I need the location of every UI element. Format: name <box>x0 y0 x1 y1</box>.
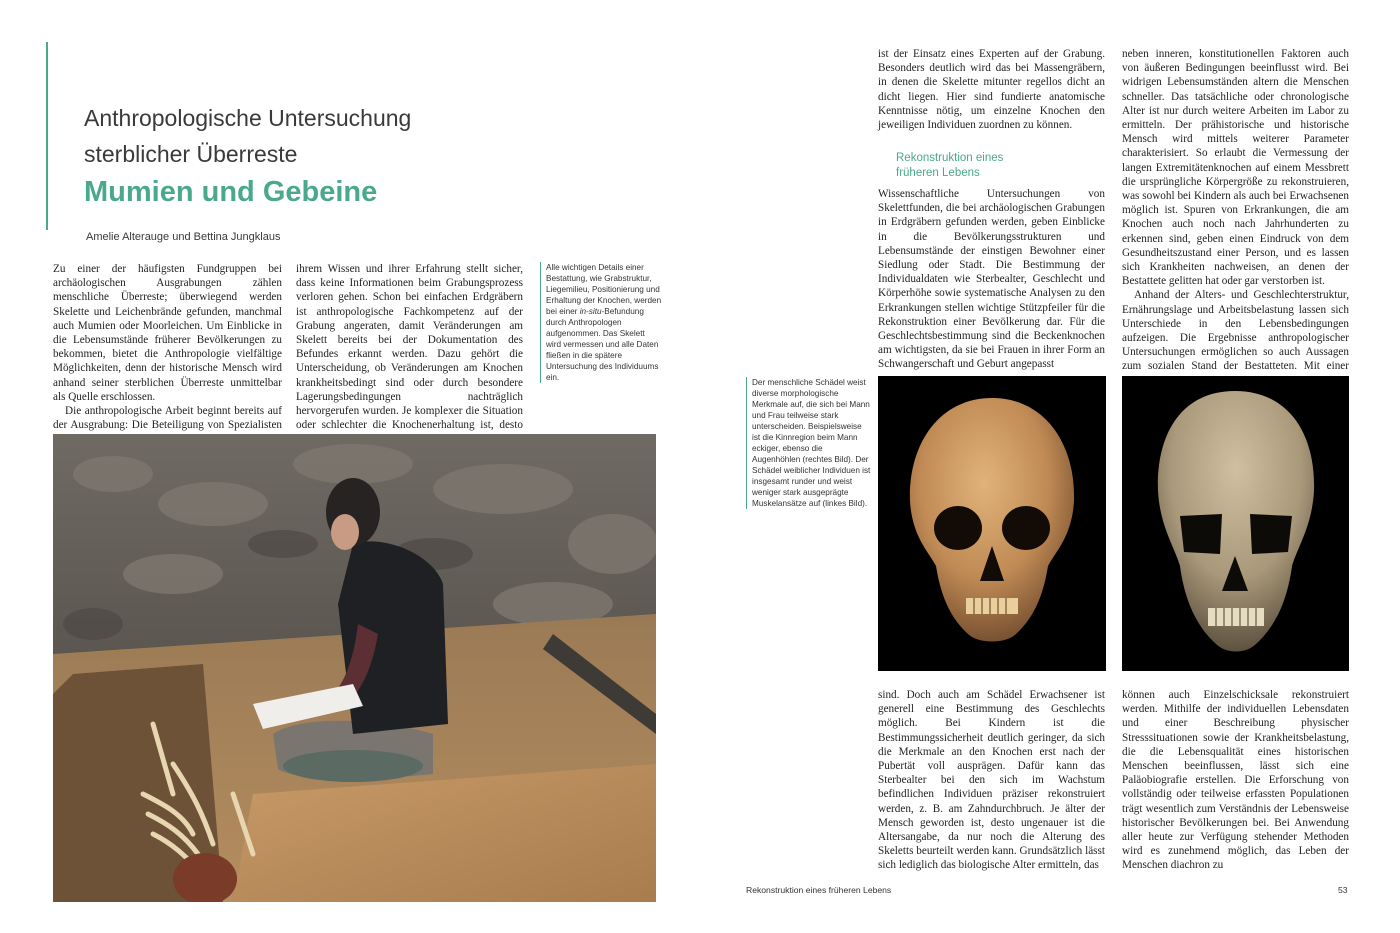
text-column-1 <box>53 262 282 447</box>
paragraph: Wissenschaftliche Untersuchungen von Skelettfunden, die bei archäologischen Grabungen in Erdgräbern gefunden werden, geben Einblicke in die Bevölkerungsstrukturen und Lebensumstände der einstigen Bewohner einer Siedlung oder Stadt. Die Bestimmung der Individualdaten wie Sterbealter, Geschlecht und Körperhöhe sowie systematische Analysen zu den Erkrankungen stellen wichtige Stützpfeiler für die Rekonstruktion einer Bevölkerung dar. Für die Geschlechtsbestimmung sind die Beckenknochen am wichtigsten, da sie bei Frauen in ihrer Form an Schwangerschaft und Geburt angepasst <box>878 188 1105 371</box>
paragraph: Anhand der Alters- und Geschlechterstruktur, Ernährungslage und Arbeitsbelastung lassen sich Unterschiede in den Lebensbedingungen aufzeigen. Die Ergebnisse anthropologischer Untersuchungen ermöglichen so auch Aussagen zum sozialen Stand der Bestatteten. Mit einer <box>1122 289 1349 373</box>
caption-italic-term: in-situ <box>579 307 602 316</box>
caption-text: -Befundung durch Anthropologen aufgenommen. Das Skelett wird vermessen und alle Daten fließen in die spätere Untersuchung des Individuums ein. <box>546 307 659 382</box>
male-skull-photo <box>1122 376 1349 671</box>
text-column-3-top <box>878 47 1105 132</box>
paragraph: sind. Doch auch am Schädel Erwachsener ist generell eine Bestimmung des Geschlechts möglich. Bei Kindern ist die Bestimmungssicherheit deutlich geringer, da sich die Merkmale an den Knochen erst nach der Pubertät voll ausprägen. Dafür kann das Sterbealter bei den sich im Wachstum befindlichen Individuen präziser rekonstruiert werden, z. B. am Zahndurchbruch. Je älter der Mensch geworden ist, desto ungenauer ist die Altersangabe, da nur noch die Alterung des Skeletts beurteilt werden kann. Grundsätzlich lässt sich lediglich das biologische Alter ermitteln, das <box>878 689 1105 872</box>
article-kicker: Anthropologische Untersuchung sterblicher Überreste <box>84 105 412 167</box>
text-column-4-top <box>1122 47 1349 388</box>
excavation-caption <box>540 262 662 383</box>
paragraph: ist der Einsatz eines Experten auf der Grabung. Besonders deutlich wird das bei Massengräbern, in denen die Skelette mitunter regellos dicht an dicht liegen. Hier sind fundierte anatomische Kenntnisse nötig, um einzelne Knochen den jeweiligen Individuen zuordnen zu können. <box>878 48 1105 132</box>
section-subheading: Rekonstruktion eines früheren Lebens <box>896 152 1004 179</box>
paragraph: ihrem Wissen und ihrer Erfahrung stellt sicher, dass keine Informationen beim Grabungsprozess verloren gehen. Schon bei einfachen Erdgräbern ist anthropologische Fachkompetenz auf der Grabung angeraten, damit Veränderungen am Skelett bereits bei der Dokumentation des Befundes erkannt werden. Dazu gehört die Unterscheidung, ob Veränderungen am Knochen krankheitsbedingt sind oder durch besondere Lagerungsbedingungen nachträglich hervorgerufen wurden. Je komplexer die Situation oder schlechter die Knochenerhaltung ist, desto <box>296 263 523 432</box>
paragraph: können auch Einzelschicksale rekonstruiert werden. Mithilfe der individuellen Lebensdaten und einer Beschreibung physischer Stresssituationen sowie der Krankheitsbelastung, die die Lebensqualität eines historischen Menschen beeinflussen, lässt sich eine Paläobiografie erstellen. Die Erforschung von vollständig oder teilweise erfassten Populationen trägt wesentlich zum Verständnis der Lebensweise historischer Bevölkerungen bei. Bei Anwendung aller heute zur Verfügung stehender Methoden wird es zunehmend möglich, das Leben der Menschen diachron zu <box>1122 689 1349 872</box>
caption-text: Alle wichtigen Details einer Bestattung, wie Grabstruktur, Liegemilieu, Positionierung und Erhaltung der Knochen, werden bei einer <box>546 263 662 316</box>
article-title: Mumien und Gebeine <box>84 176 378 208</box>
paragraph: Die anthropologische Arbeit beginnt bereits auf der Ausgrabung: Die Beteiligung von Spezialisten <box>53 405 282 432</box>
article-authors: Amelie Alterauge und Bettina Jungklaus <box>86 231 281 243</box>
running-footer: Rekonstruktion eines früheren Lebens <box>746 885 892 895</box>
female-skull-photo <box>878 376 1106 671</box>
text-column-3-middle <box>878 187 1105 372</box>
skull-caption: Der menschliche Schädel weist diverse morphologische Merkmale auf, die sich bei Mann und Frau teilweise stark unterscheiden. Beispielsweise ist die Kinnregion beim Mann eckiger, ebenso die Augenhöhlen (rechtes Bild). Der Schädel weiblicher Individuen ist insgesamt runder und weist weniger stark ausgeprägte Muskelansätze auf (linkes Bild). <box>746 377 872 509</box>
paragraph: neben inneren, konstitutionellen Faktoren auch von äußeren Bedingungen beeinflusst wird. Bei widrigen Lebensumständen altern die Menschen schneller. Das tatsächliche oder chronologische Alter ist nur durch weitere Arbeiten im Labor zu ermitteln. Der prähistorische und historische Mensch wird mittels weiterer Parameter charakterisiert. So erlaubt die Vermessung der langen Extremitätenknochen auf einem Messbrett die ursprüngliche Körpergröße zu rekonstruieren, was sowohl bei Kindern als auch bei Erwachsenen möglich ist. Spuren von Erkrankungen, die am Knochen auch noch nach Jahrhunderten zu erkennen sind, geben einen Eindruck von dem Gesundheitszustand einer Person, und es lassen sich Krankheiten nachweisen, an denen der Bestattete gelitten hat oder gar verstorben ist. <box>1122 48 1349 288</box>
page-number: 53 <box>1338 885 1348 895</box>
text-column-4-bottom <box>1122 688 1349 873</box>
text-column-3-bottom <box>878 688 1105 873</box>
text-column-2 <box>296 262 523 447</box>
excavation-photo <box>53 434 656 902</box>
paragraph: Zu einer der häufigsten Fundgruppen bei archäologischen Ausgrabungen zählen menschliche Überreste; überwiegend werden Skelette und Leichenbrände gefunden, manchmal auch Mumien oder Moorleichen. Um Einblicke in die Lebensumstände früherer Bevölkerungen zu bekommen, bietet die Anthropologie vielfältige Möglichkeiten, denn der historische Mensch wird anhand seiner sterblichen Überreste unmittelbar als Quelle erschlossen. <box>53 263 282 403</box>
title-accent-bar <box>46 42 48 230</box>
